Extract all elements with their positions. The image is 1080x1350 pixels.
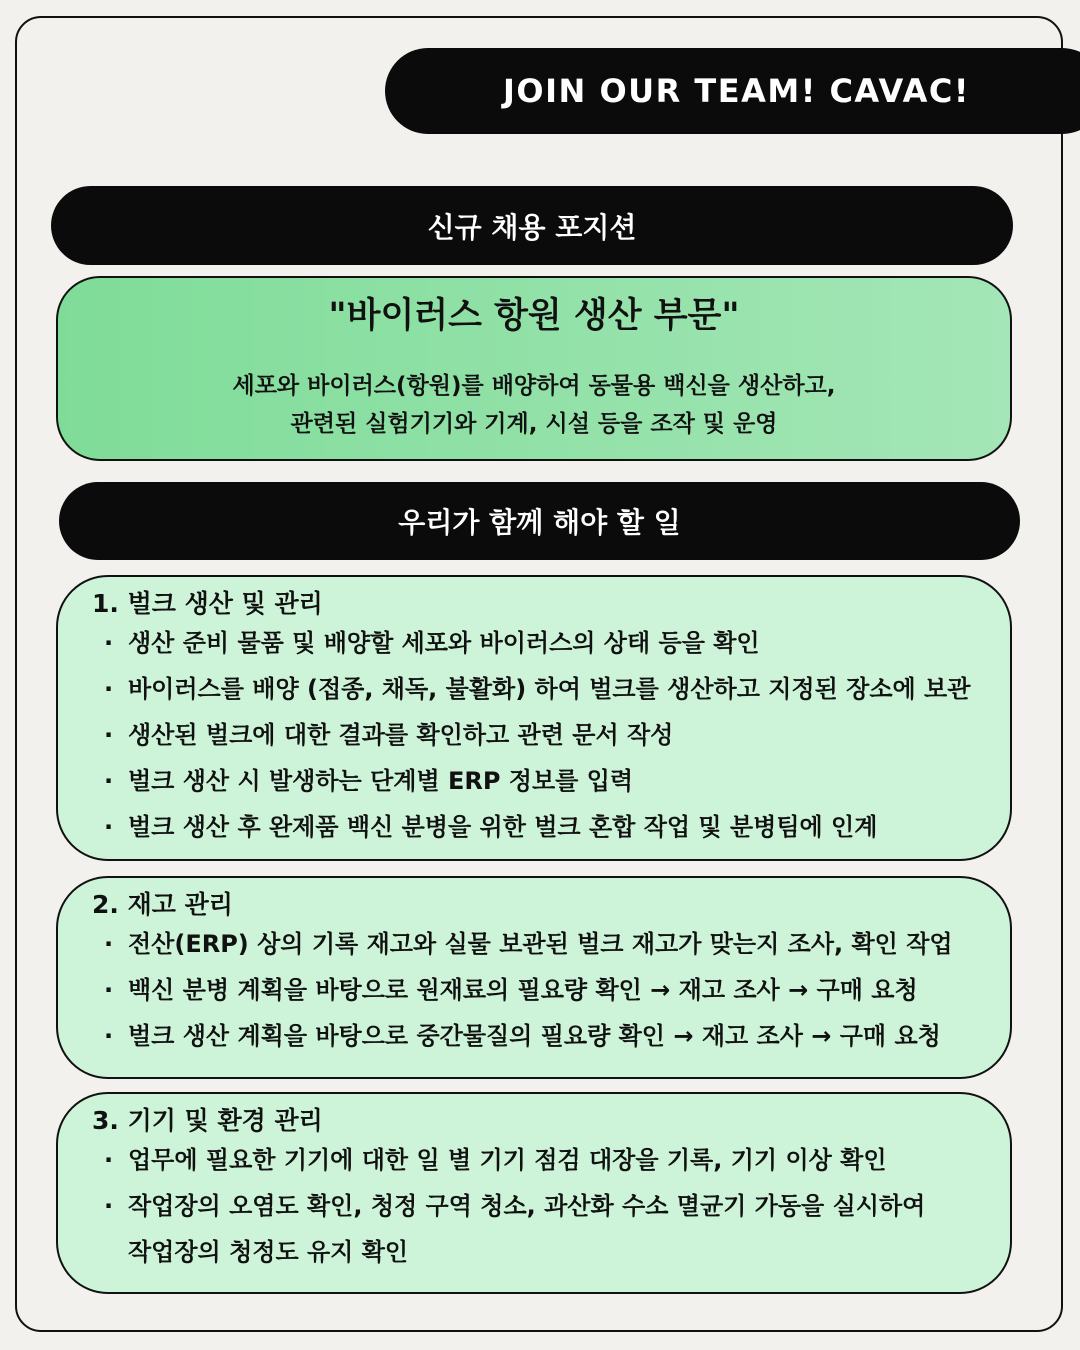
task-item: · 생산 준비 물품 및 배양할 세포와 바이러스의 상태 등을 확인 bbox=[102, 620, 1010, 666]
task-card-inventory bbox=[56, 876, 1012, 1079]
section-heading-tasks bbox=[59, 482, 1020, 560]
position-description-line: 세포와 바이러스(항원)를 배양하여 동물용 백신을 생산하고, bbox=[232, 373, 836, 399]
header-banner bbox=[385, 48, 1080, 134]
section-heading-label: 우리가 함께 해야 할 일 bbox=[398, 506, 681, 539]
header-title: JOIN OUR TEAM! CAVAC! bbox=[503, 72, 970, 110]
task-item-line: 작업장의 오염도 확인, 청정 구역 청소, 과산화 수소 멸균기 가동을 실시하여 bbox=[128, 1192, 926, 1220]
task-card-equipment bbox=[56, 1092, 1012, 1294]
task-card-bulk-production bbox=[56, 575, 1012, 861]
task-item: · 벌크 생산 시 발생하는 단계별 ERP 정보를 입력 bbox=[102, 758, 1010, 804]
section-heading-position bbox=[51, 186, 1013, 265]
task-item: · 백신 분병 계획을 바탕으로 원재료의 필요량 확인 → 재고 조사 → 구매 요청 bbox=[102, 967, 1010, 1013]
task-item: · 생산된 벌크에 대한 결과를 확인하고 관련 문서 작성 bbox=[102, 712, 1010, 758]
position-title: "바이러스 항원 생산 부문" bbox=[328, 296, 740, 336]
position-card bbox=[56, 276, 1012, 461]
task-list bbox=[92, 1137, 1010, 1275]
task-item-line: 작업장의 청정도 유지 확인 bbox=[128, 1238, 409, 1266]
section-heading-label: 신규 채용 포지션 bbox=[427, 210, 637, 244]
task-card-title: 2. 재고 관리 bbox=[92, 890, 233, 919]
position-description-line: 관련된 실험기기와 기계, 시설 등을 조작 및 운영 bbox=[290, 411, 778, 437]
task-card-title: 1. 벌크 생산 및 관리 bbox=[92, 589, 323, 618]
task-item: · 벌크 생산 후 완제품 백신 분병을 위한 벌크 혼합 작업 및 분병팀에 인계 bbox=[102, 804, 1010, 850]
task-card-title: 3. 기기 및 환경 관리 bbox=[92, 1106, 323, 1135]
task-item: · 업무에 필요한 기기에 대한 일 별 기기 점검 대장을 기록, 기기 이상 확인 bbox=[102, 1137, 1010, 1183]
task-item bbox=[102, 1183, 1010, 1275]
task-item: · 바이러스를 배양 (접종, 채독, 불활화) 하여 벌크를 생산하고 지정된 장소에 보관 bbox=[102, 666, 1010, 712]
task-item: · 벌크 생산 계획을 바탕으로 중간물질의 필요량 확인 → 재고 조사 → 구매 요청 bbox=[102, 1013, 1010, 1059]
task-list bbox=[92, 921, 1010, 1059]
position-description bbox=[58, 367, 1010, 443]
task-list bbox=[92, 620, 1010, 850]
task-item: · 전산(ERP) 상의 기록 재고와 실물 보관된 벌크 재고가 맞는지 조사, 확인 작업 bbox=[102, 921, 1010, 967]
